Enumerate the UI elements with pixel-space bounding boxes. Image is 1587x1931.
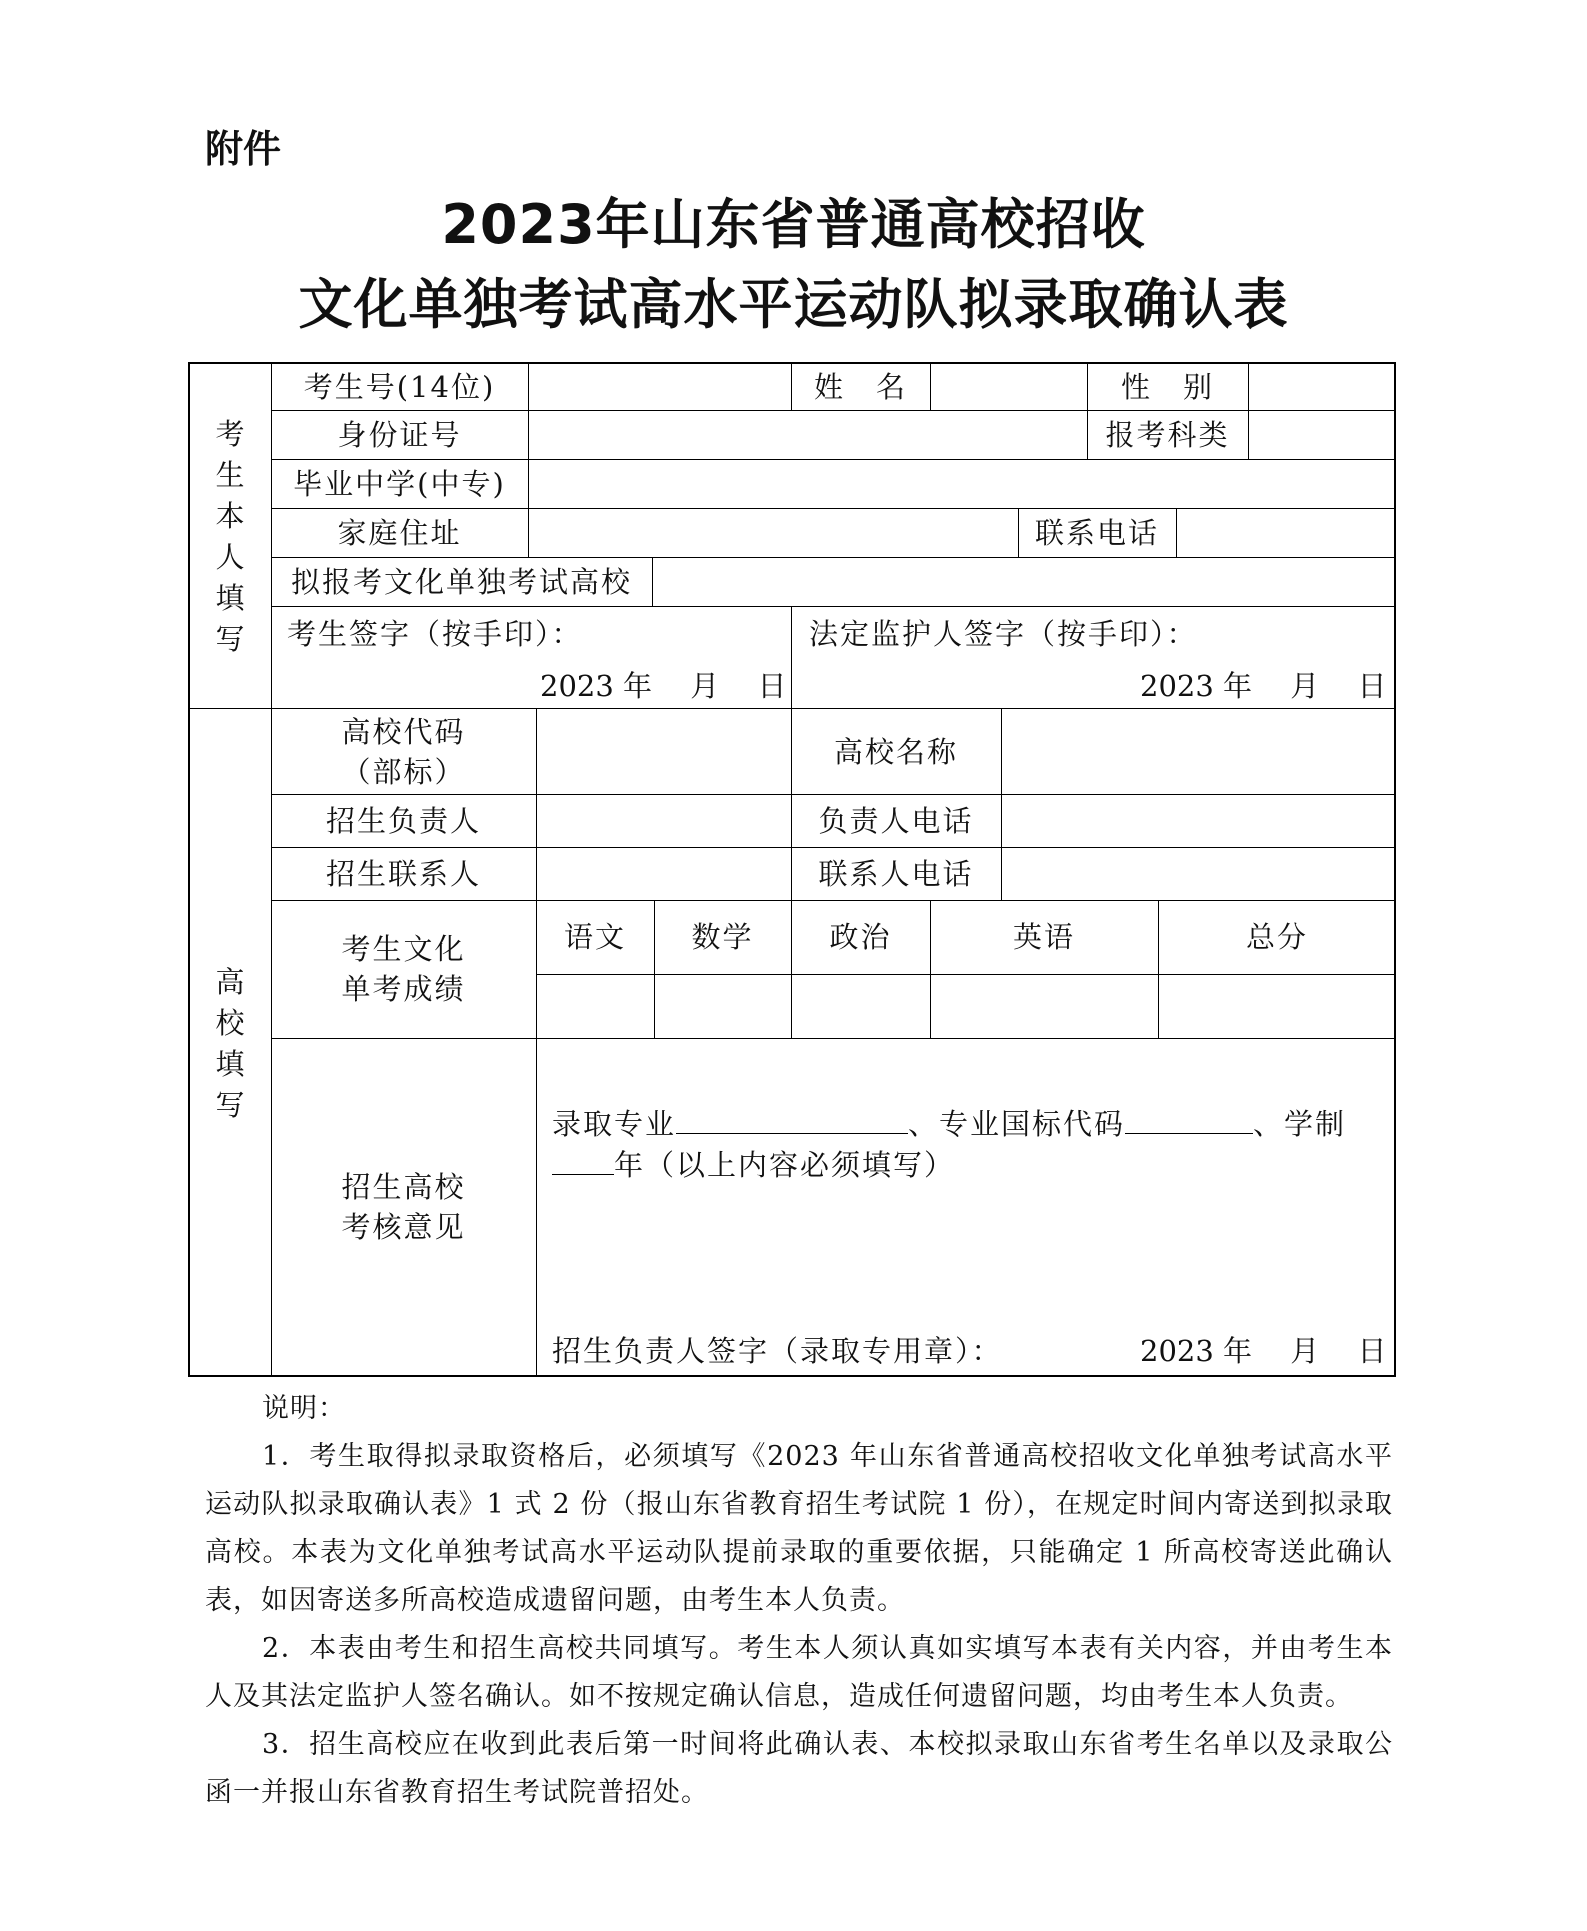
study-length-blank[interactable] xyxy=(552,1144,614,1175)
admission-contact-field[interactable] xyxy=(536,847,791,900)
student-signature-date: 2023 年 月 日 xyxy=(540,669,787,703)
address-field[interactable] xyxy=(528,508,1018,557)
subject-header-politics: 政治 xyxy=(829,920,892,954)
subject-field[interactable] xyxy=(1248,410,1396,459)
head-phone-label: 负责人电话 xyxy=(818,803,974,838)
phone-label: 联系电话 xyxy=(1034,515,1159,550)
attachment-label: 附件 xyxy=(205,127,282,171)
head-phone-field[interactable] xyxy=(1001,794,1396,847)
graduate-school-field[interactable] xyxy=(528,459,1396,508)
major-code-blank[interactable] xyxy=(1125,1103,1253,1134)
opinion-label-line-1: 招生高校 xyxy=(341,1169,466,1204)
school-name-label: 高校名称 xyxy=(833,735,958,769)
exam-no-label: 考生号(14位) xyxy=(303,370,496,404)
school-code-note: （部标） xyxy=(341,755,466,789)
scores-label-line-1: 考生文化 xyxy=(341,932,466,966)
score-field-politics[interactable] xyxy=(791,974,930,1038)
student-signature-label: 考生签字（按手印）： xyxy=(287,617,583,651)
score-field-total[interactable] xyxy=(1158,974,1396,1038)
graduate-school-label: 毕业中学(中专) xyxy=(293,466,506,501)
subject-header-english: 英语 xyxy=(1012,920,1075,954)
scores-label xyxy=(271,900,536,1038)
phone-field[interactable] xyxy=(1176,508,1396,557)
opinion-label xyxy=(271,1038,536,1375)
subject-label: 报考科类 xyxy=(1105,417,1230,452)
title-line-2: 文化单独考试高水平运动队拟录取确认表 xyxy=(298,273,1289,336)
major-code-label: 、专业国标代码 xyxy=(908,1107,1126,1141)
guardian-signature-label: 法定监护人签字（按手印）： xyxy=(809,617,1198,651)
title-line-1: 2023年山东省普通高校招收 xyxy=(441,193,1146,256)
notes-section xyxy=(205,1385,1393,1817)
school-code-field[interactable] xyxy=(536,710,791,794)
school-code-label xyxy=(271,710,536,794)
opinion-line-1 xyxy=(552,1102,1346,1143)
major-label: 录取专业 xyxy=(552,1107,677,1141)
notes-heading: 说明： xyxy=(262,1393,346,1424)
opinion-line-2 xyxy=(552,1143,955,1184)
major-blank[interactable] xyxy=(676,1103,908,1134)
subject-header-math: 数学 xyxy=(691,920,754,954)
name-field[interactable] xyxy=(930,364,1087,410)
contact-phone-label: 联系人电话 xyxy=(818,856,974,891)
subject-header-chinese: 语文 xyxy=(563,920,626,954)
school-name-field[interactable] xyxy=(1001,710,1396,794)
intended-school-field[interactable] xyxy=(652,557,1396,606)
score-field-english[interactable] xyxy=(930,974,1158,1038)
opinion-signature-label: 招生负责人签字（录取专用章）： xyxy=(552,1334,1003,1368)
score-field-chinese[interactable] xyxy=(536,974,654,1038)
confirmation-form-table xyxy=(188,362,1396,1377)
study-length-label: 、学制 xyxy=(1253,1107,1347,1141)
opinion-signature-date: 2023 年 月 日 xyxy=(1140,1334,1387,1368)
scores-label-line-2: 单考成绩 xyxy=(341,972,466,1006)
id-no-field[interactable] xyxy=(528,410,1087,459)
gender-label: 性 别 xyxy=(1120,370,1214,404)
id-no-label: 身份证号 xyxy=(337,417,462,452)
note-item-3: 3．招生高校应在收到此表后第一时间将此确认表、本校拟录取山东省考生名单以及录取公函一并报山东省教育招生考试院普招处。 xyxy=(205,1729,1393,1808)
admission-head-field[interactable] xyxy=(536,794,791,847)
address-label: 家庭住址 xyxy=(337,515,462,550)
section-label-school: 高校填写 xyxy=(215,965,245,1122)
note-item-1: 1．考生取得拟录取资格后，必须填写《2023 年山东省普通高校招收文化单独考试高水平运动队拟录取确认表》1 式 2 份（报山东省教育招生考试院 1 份），在规定时间内寄送到拟录取高校。本表为文化单独考试高水平运动队提前录取的重要依据，只能确定 1 所高校寄送此确认表，如因寄送多所高校造成遗留问题，由考生本人负责。 xyxy=(205,1441,1393,1616)
intended-school-label: 拟报考文化单独考试高校 xyxy=(290,564,632,599)
gender-field[interactable] xyxy=(1248,364,1396,410)
score-field-math[interactable] xyxy=(654,974,791,1038)
subject-header-total: 总分 xyxy=(1245,920,1308,954)
note-item-2: 2．本表由考生和招生高校共同填写。考生本人须认真如实填写本表有关内容，并由考生本人及其法定监护人签名确认。如不按规定确认信息，造成任何遗留问题，均由考生本人负责。 xyxy=(205,1633,1393,1712)
admission-contact-label: 招生联系人 xyxy=(325,856,481,891)
admission-head-label: 招生负责人 xyxy=(325,803,481,838)
school-code-text: 高校代码 xyxy=(341,715,466,749)
contact-phone-field[interactable] xyxy=(1001,847,1396,900)
name-label: 姓 名 xyxy=(813,370,907,404)
section-label-student: 考生本人填写 xyxy=(215,417,245,656)
guardian-signature-date: 2023 年 月 日 xyxy=(1140,669,1387,703)
exam-no-field[interactable] xyxy=(528,364,791,410)
study-length-note: 年（以上内容必须填写） xyxy=(614,1148,956,1182)
opinion-label-line-2: 考核意见 xyxy=(341,1209,466,1244)
